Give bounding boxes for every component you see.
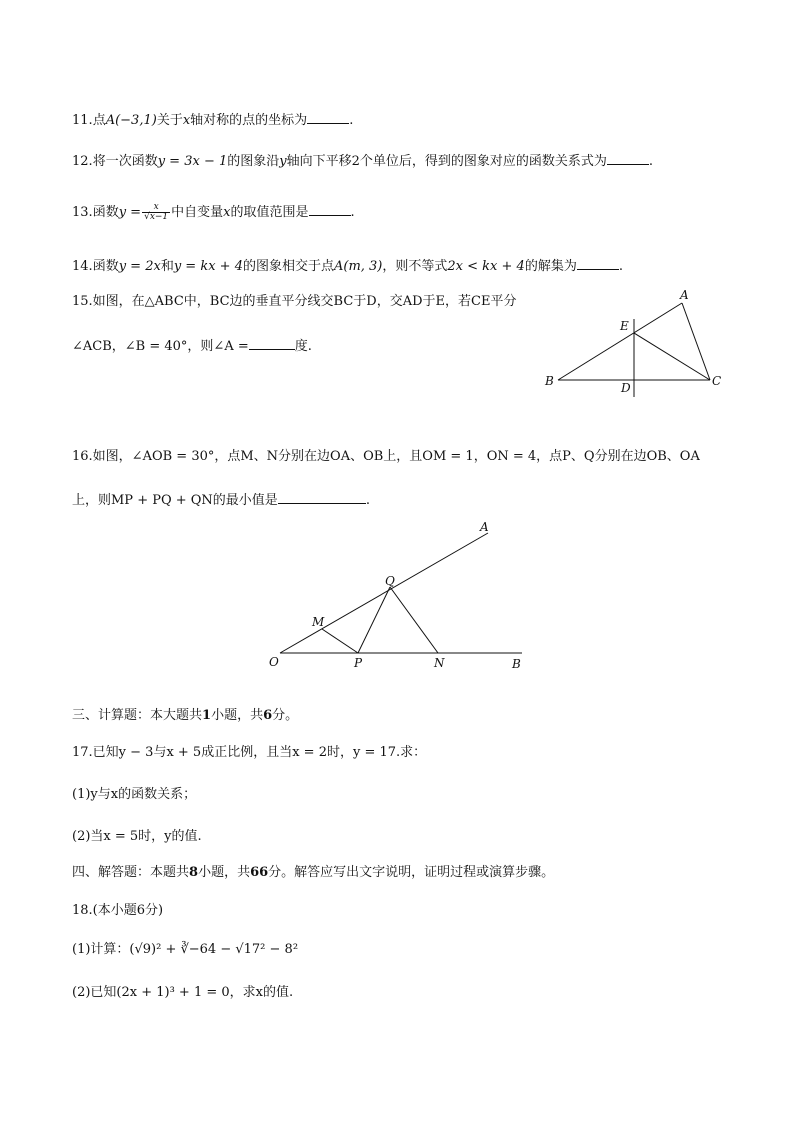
q14-point: A(m, 3): [333, 259, 383, 274]
q17-part-1-text: (1)y与x的函数关系；: [72, 787, 197, 802]
q14-text-a: 函数: [92, 259, 119, 274]
q18-heading-text: 18.(本小题6分): [72, 903, 164, 918]
q13-function: y =: [118, 205, 142, 220]
q11-end: .: [349, 113, 354, 128]
q11-text-e: 轴对称的点的坐标为: [190, 113, 308, 128]
q16-text-2b: .: [365, 493, 370, 508]
q14-inequality: 2x < kx + 4: [447, 259, 525, 274]
segment-MP: [322, 629, 358, 653]
q13-var: x: [223, 205, 231, 220]
ray-OA: [280, 533, 488, 653]
q14-func1: y = 2x: [118, 259, 161, 274]
q11-text-c: 关于: [156, 113, 183, 128]
q13-text-c: 中自变量: [171, 205, 224, 220]
q12-text-c: 的图象沿: [227, 154, 280, 169]
question-17-part-1: [72, 786, 196, 804]
section3-count: 1: [202, 708, 212, 723]
q11-point: A(−3,1): [105, 113, 157, 128]
q15-triangle-figure: [540, 285, 740, 400]
q16-answer-blank: [278, 490, 366, 504]
label-A: A: [680, 288, 689, 302]
q17-text: 17.已知y − 3与x + 5成正比例，且当x = 2时，y = 17.求：: [72, 745, 427, 760]
label-M: M: [312, 615, 325, 629]
question-17-part-2: [72, 828, 202, 846]
segment-AC: [682, 303, 710, 380]
question-18-part-1: [72, 941, 298, 959]
q11-text-a: 点: [92, 113, 106, 128]
q14-answer-blank: [577, 256, 619, 270]
q12-answer-blank: [607, 151, 649, 165]
segment-PQ: [358, 587, 390, 653]
q15-text-2a: ∠ACB，∠B = 40°，则∠A =: [72, 339, 249, 354]
q15-text-1: 15.如图，在△ABC中，BC边的垂直平分线交BC于D，交AD于E，若CE平分: [72, 294, 517, 309]
question-15-line-1: [72, 293, 516, 311]
q13-number: 13.: [72, 205, 93, 220]
question-11: [72, 110, 353, 130]
section4-text-e: 分。解答应写出文字说明，证明过程或演算步骤。: [268, 865, 555, 880]
q11-axis: x: [182, 113, 191, 128]
q13-text-e: 的取值范围是: [230, 205, 309, 220]
segment-BA: [558, 303, 682, 380]
q16-angle-figure: [260, 515, 540, 675]
question-16-line-2: [72, 490, 370, 510]
question-14: [72, 256, 623, 276]
question-13: [72, 202, 355, 222]
question-18-part-2: [72, 984, 293, 1002]
section4-text-c: 小题，共: [198, 865, 251, 880]
q14-text-i: 的解集为: [524, 259, 577, 274]
q16-text-2a: 上，则MP + PQ + QN的最小值是: [72, 493, 278, 508]
q11-number: 11.: [72, 113, 93, 128]
section-3-heading: [72, 707, 298, 725]
q13-frac-num: x: [142, 203, 170, 213]
q12-axis: y: [279, 154, 287, 169]
question-12: [72, 151, 653, 171]
label-B: B: [545, 374, 554, 388]
segment-EC: [634, 333, 710, 380]
q13-end: .: [350, 205, 355, 220]
segment-QN: [390, 587, 438, 653]
section3-points: 6: [263, 708, 273, 723]
label-Q: Q: [385, 574, 395, 588]
q13-text-a: 函数: [92, 205, 119, 220]
label-B: B: [512, 657, 521, 671]
q18-part-1-text: (1)计算：(√9)² + ∛−64 − √17² − 8²: [72, 942, 299, 957]
q14-number: 14.: [72, 259, 93, 274]
question-17: [72, 744, 426, 762]
section3-text-a: 三、计算题：本大题共: [72, 708, 203, 723]
q16-text-1: 16.如图，∠AOB = 30°，点M、N分别在边OA、OB上，且OM = 1，ON = 4，点P、Q分别在边OB、OA: [72, 449, 700, 464]
label-D: D: [621, 381, 631, 395]
question-15-line-2: [72, 336, 312, 356]
q14-text-c: 和: [160, 259, 174, 274]
q12-function: y = 3x − 1: [157, 154, 228, 169]
q12-end: .: [648, 154, 654, 169]
label-A: A: [480, 520, 489, 534]
q14-func2: y = kx + 4: [173, 259, 243, 274]
q11-answer-blank: [307, 110, 349, 124]
q13-frac-den: √x−1: [144, 212, 169, 222]
section3-text-c: 小题，共: [211, 708, 264, 723]
q15-answer-blank: [249, 336, 295, 350]
label-N: N: [434, 656, 445, 670]
q14-text-e: 的图象相交于点: [242, 259, 334, 274]
q12-text-e: 轴向下平移2个单位后，得到的图象对应的函数关系式为: [286, 154, 607, 169]
q17-part-2-text: (2)当x = 5时，y的值.: [72, 829, 202, 844]
label-P: P: [354, 656, 363, 670]
q14-end: .: [618, 259, 623, 274]
question-16-line-1: [72, 448, 700, 466]
section4-text-a: 四、解答题：本题共: [72, 865, 190, 880]
question-18-heading: [72, 902, 163, 920]
label-C: C: [712, 374, 722, 388]
q13-answer-blank: [309, 202, 351, 216]
q14-text-g: ，则不等式: [382, 259, 448, 274]
q15-text-2b: 度.: [294, 339, 312, 354]
q12-number: 12.: [72, 154, 93, 169]
section-4-heading: [72, 864, 554, 882]
section4-points: 66: [250, 865, 269, 880]
section4-count: 8: [189, 865, 199, 880]
label-E: E: [620, 319, 629, 333]
q18-part-2-text: (2)已知(2x + 1)³ + 1 = 0，求x的值.: [72, 985, 294, 1000]
q12-text-a: 将一次函数: [92, 154, 158, 169]
section3-text-e: 分。: [272, 708, 299, 723]
label-O: O: [269, 655, 279, 669]
q13-fraction: [142, 203, 170, 222]
